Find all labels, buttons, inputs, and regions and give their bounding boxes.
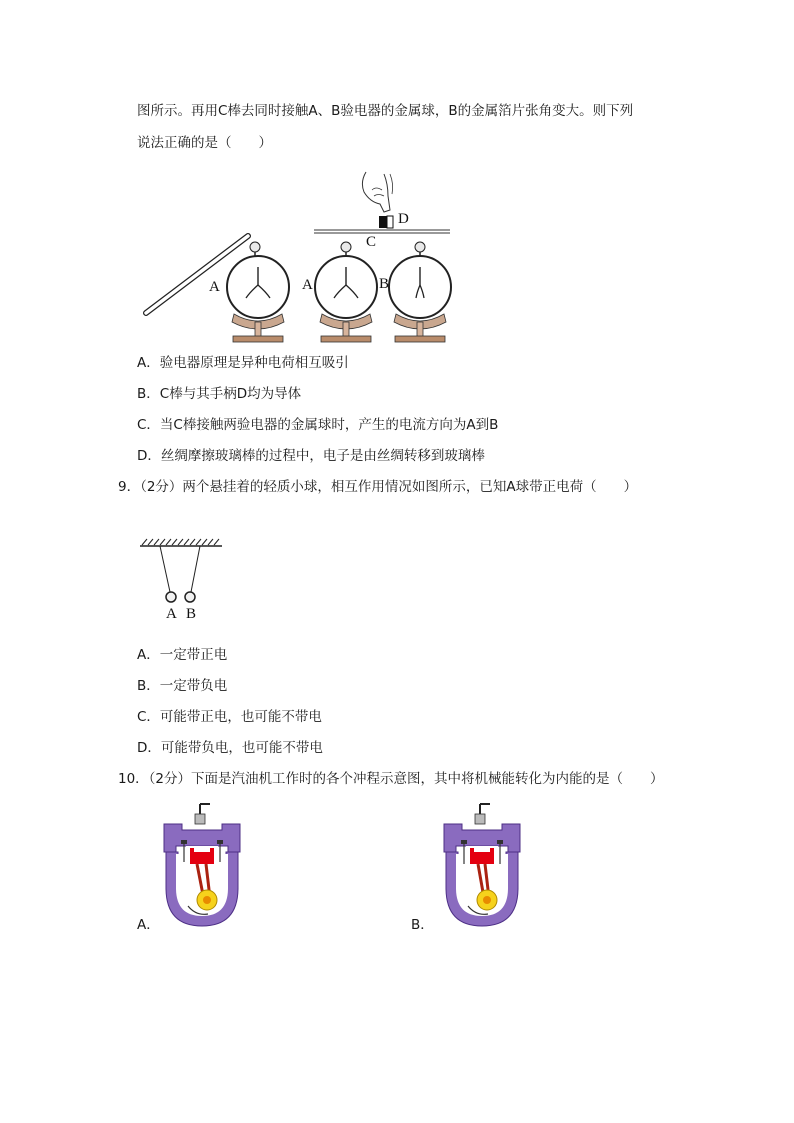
electroscope-b (389, 242, 451, 342)
label-a-middle: A (302, 277, 313, 293)
ceiling (140, 539, 222, 546)
q8-stem-line2: 说法正确的是（ ） (137, 135, 272, 151)
q9-option-c: C．可能带正电，也可能不带电 (137, 709, 322, 725)
label-a-left: A (209, 279, 220, 295)
q8-option-a: A．验电器原理是异种电荷相互吸引 (137, 355, 349, 371)
q10-stem: 10．（2分）下面是汽油机工作时的各个冲程示意图，其中将机械能转化为内能的是（ ） (118, 771, 664, 787)
q9-stem: 9．（2分）两个悬挂着的轻质小球，相互作用情况如图所示，已知A球带正电荷（ ） (118, 479, 638, 495)
q8-stem-line1: 图所示。再用C棒去同时接触A、B验电器的金属球，B的金属箔片张角变大。则下列 (137, 103, 634, 119)
electroscope-a-middle (315, 242, 377, 342)
label-c: C (366, 234, 377, 250)
label-b: B (379, 276, 390, 292)
q10-option-b: B． (411, 917, 434, 933)
ball-a (166, 592, 176, 602)
q9-option-d: D．可能带负电，也可能不带电 (137, 740, 323, 756)
q8-option-d: D．丝绸摩擦玻璃棒的过程中，电子是由丝绸转移到玻璃棒 (137, 448, 485, 464)
q10-option-a: A． (137, 917, 160, 933)
electroscope-a-left (227, 242, 289, 342)
engine-diagram-a (160, 802, 244, 928)
q9-option-b: B．一定带负电 (137, 678, 228, 694)
q8-option-c: C．当C棒接触两验电器的金属球时，产生的电流方向为A到B (137, 417, 499, 433)
suspended-balls-figure (138, 538, 224, 622)
label-ball-a: A (166, 606, 177, 622)
q8-option-b: B．C棒与其手柄D均为导体 (137, 386, 302, 402)
electroscope-figure (138, 160, 458, 346)
ball-b (185, 592, 195, 602)
engine-diagram-b (440, 802, 524, 928)
rod-c (314, 216, 450, 233)
hand-icon (362, 172, 392, 212)
label-d: D (398, 211, 409, 227)
label-ball-b: B (186, 606, 197, 622)
q9-option-a: A．一定带正电 (137, 647, 228, 663)
